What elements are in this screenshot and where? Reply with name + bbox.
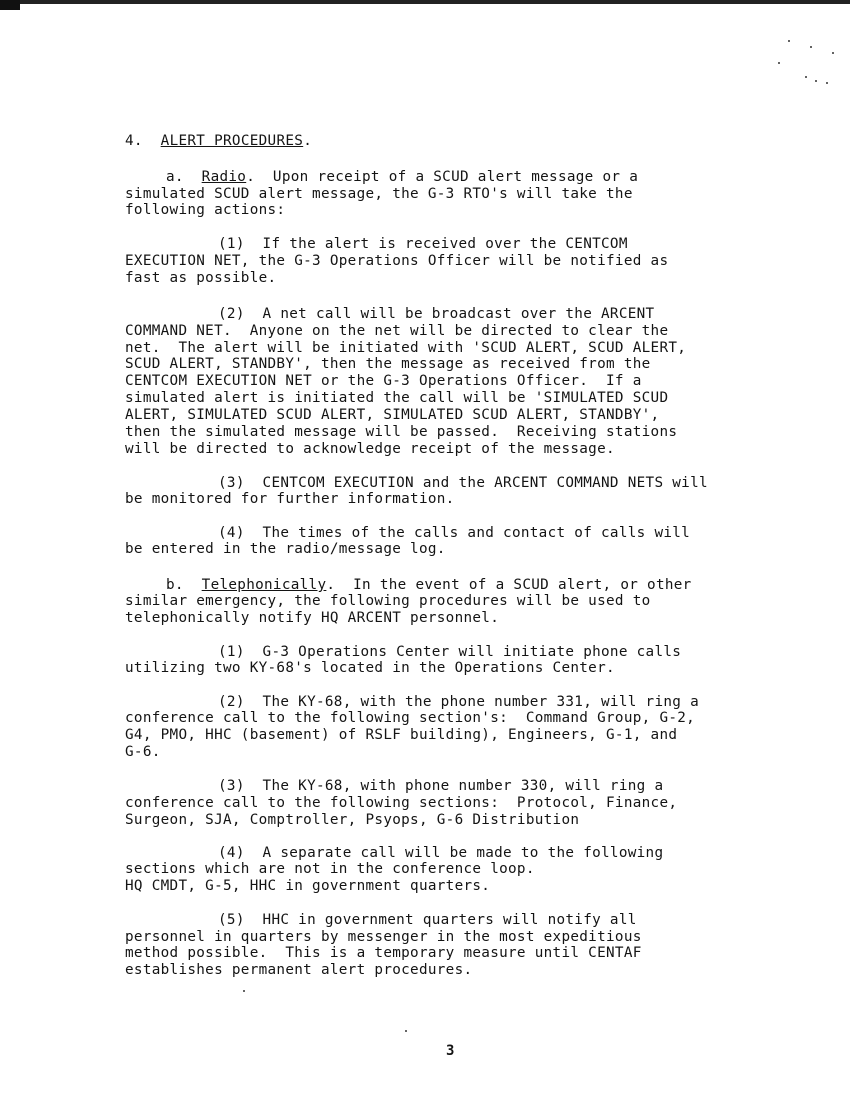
paragraph-b-line: telephonically notify HQ ARCENT personnel. bbox=[125, 610, 500, 626]
item-b2-line: (2) The KY-68, with the phone number 331, will ring a bbox=[218, 694, 700, 710]
item-b5-line: method possible. This is a temporary measure until CENTAF bbox=[125, 945, 642, 961]
item-a4-line: (4) The times of the calls and contact of calls will bbox=[218, 525, 691, 541]
item-b5-line: establishes permanent alert procedures. bbox=[125, 962, 473, 978]
scan-speckle bbox=[810, 46, 812, 48]
scan-speckle bbox=[405, 1030, 407, 1032]
item-a2-line: simulated alert is initiated the call will be 'SIMULATED SCUD bbox=[125, 390, 669, 406]
item-a1-line: EXECUTION NET, the G-3 Operations Officer will be notified as bbox=[125, 253, 669, 269]
scan-corner-mark bbox=[0, 0, 20, 10]
scan-speckle bbox=[826, 82, 828, 84]
item-a4-line: be entered in the radio/message log. bbox=[125, 541, 446, 557]
scan-speckle bbox=[788, 40, 790, 42]
scan-speckle bbox=[778, 62, 780, 64]
paragraph-a-line: simulated SCUD alert message, the G-3 RTO's will take the bbox=[125, 186, 633, 202]
item-a2-line: ALERT, SIMULATED SCUD ALERT, SIMULATED SCUD ALERT, STANDBY', bbox=[125, 407, 660, 423]
item-b4-line: (4) A separate call will be made to the following bbox=[218, 845, 664, 861]
paragraph-b-first-line bbox=[166, 577, 692, 594]
scan-speckle bbox=[832, 52, 834, 54]
item-b2-line: G4, PMO, HHC (basement) of RSLF building), Engineers, G-1, and bbox=[125, 727, 678, 743]
item-b3-line: Surgeon, SJA, Comptroller, Psyops, G-6 Distribution bbox=[125, 812, 580, 828]
scan-speckle bbox=[243, 990, 245, 992]
item-a2-line: (2) A net call will be broadcast over the ARCENT bbox=[218, 306, 655, 322]
item-b3-line: (3) The KY-68, with phone number 330, will ring a bbox=[218, 778, 664, 794]
item-a2-line: COMMAND NET. Anyone on the net will be directed to clear the bbox=[125, 323, 669, 339]
scan-top-border bbox=[0, 0, 850, 4]
item-a3-line: be monitored for further information. bbox=[125, 491, 455, 507]
item-b5-line: personnel in quarters by messenger in the most expeditious bbox=[125, 929, 642, 945]
item-b5-line: (5) HHC in government quarters will notify all bbox=[218, 912, 637, 928]
item-a1-line: (1) If the alert is received over the CENTCOM bbox=[218, 236, 628, 252]
item-a2-line: will be directed to acknowledge receipt of the message. bbox=[125, 441, 615, 457]
item-b2-line: conference call to the following section's: Command Group, G-2, bbox=[125, 710, 696, 726]
paragraph-a-line: following actions: bbox=[125, 202, 286, 218]
section-title: ALERT PROCEDURES bbox=[160, 133, 304, 149]
paragraph-a-text: . Upon receipt of a SCUD alert message or a bbox=[246, 169, 639, 185]
item-b3-line: conference call to the following sections: Protocol, Finance, bbox=[125, 795, 678, 811]
paragraph-a-heading: Radio bbox=[201, 169, 247, 185]
paragraph-b-text: . In the event of a SCUD alert, or other bbox=[326, 577, 692, 593]
scan-speckle bbox=[815, 80, 817, 82]
paragraph-b-label: b. bbox=[166, 577, 184, 593]
section-number: 4. bbox=[125, 133, 143, 149]
paragraph-b-line: similar emergency, the following procedures will be used to bbox=[125, 593, 651, 609]
item-b4-line: HQ CMDT, G-5, HHC in government quarters. bbox=[125, 878, 491, 894]
paragraph-a-label: a. bbox=[166, 169, 184, 185]
scan-speckle bbox=[805, 76, 807, 78]
item-b4-line: sections which are not in the conference loop. bbox=[125, 861, 535, 877]
section-heading bbox=[125, 133, 312, 150]
item-b1-line: (1) G-3 Operations Center will initiate phone calls bbox=[218, 644, 682, 660]
section-title-suffix: . bbox=[303, 133, 313, 149]
item-a1-line: fast as possible. bbox=[125, 270, 277, 286]
item-a2-line: SCUD ALERT, STANDBY', then the message as received from the bbox=[125, 356, 651, 372]
item-b2-line: G-6. bbox=[125, 744, 161, 760]
item-a3-line: (3) CENTCOM EXECUTION and the ARCENT COMMAND NETS will bbox=[218, 475, 708, 491]
item-a2-line: then the simulated message will be passed. Receiving stations bbox=[125, 424, 678, 440]
paragraph-a-first-line bbox=[166, 169, 638, 186]
item-b1-line: utilizing two KY-68's located in the Operations Center. bbox=[125, 660, 615, 676]
page-number: 3 bbox=[446, 1043, 455, 1059]
paragraph-b-heading: Telephonically bbox=[201, 577, 327, 593]
item-a2-line: net. The alert will be initiated with 'SCUD ALERT, SCUD ALERT, bbox=[125, 340, 687, 356]
item-a2-line: CENTCOM EXECUTION NET or the G-3 Operations Officer. If a bbox=[125, 373, 642, 389]
